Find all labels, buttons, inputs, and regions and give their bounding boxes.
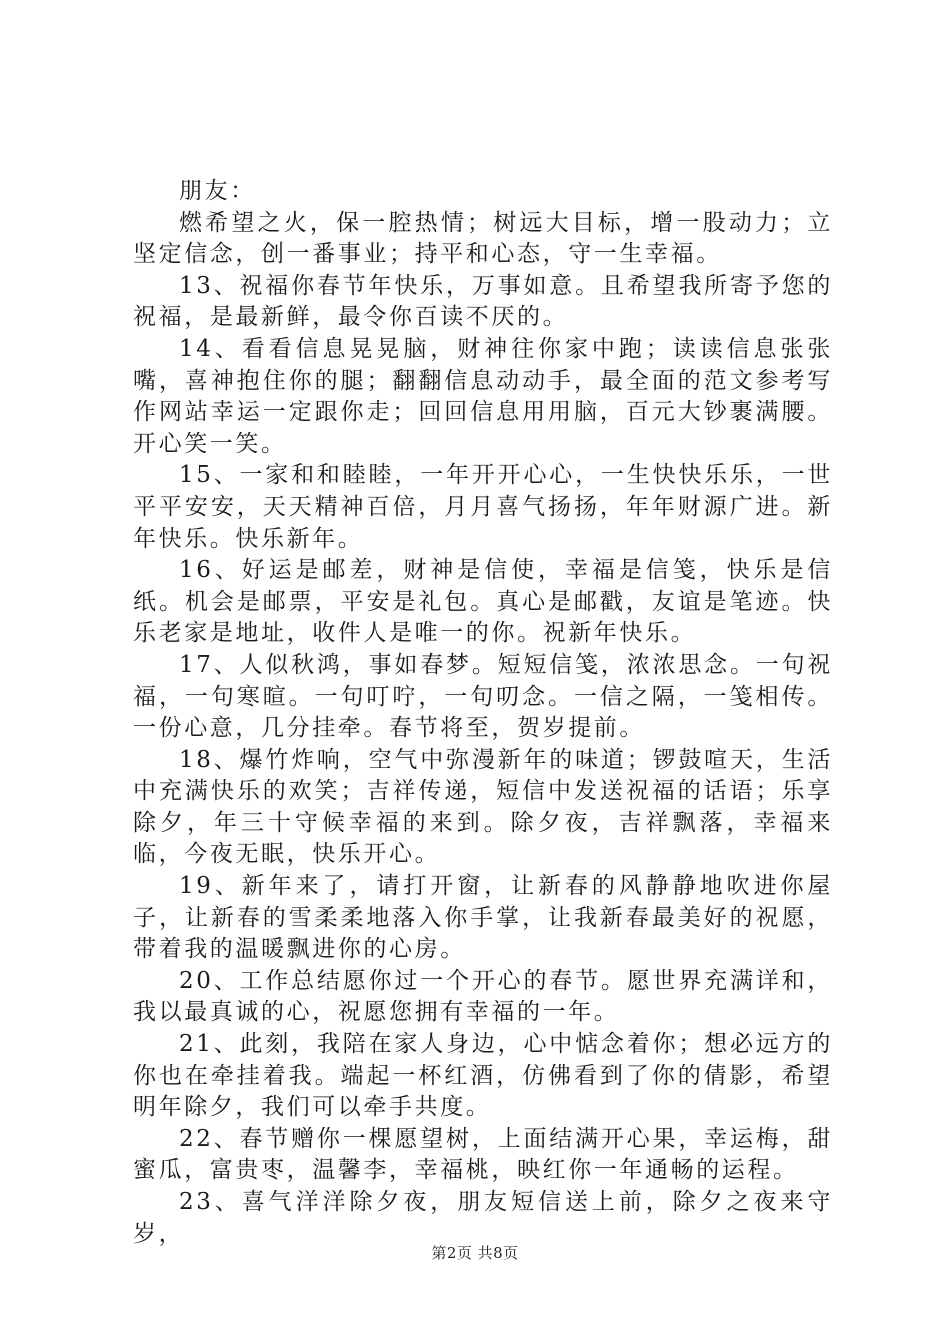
page-number-footer: 第2页 共8页 <box>431 1244 519 1262</box>
paragraph-20: 20、工作总结愿你过一个开心的春节。愿世界充满详和，我以最真诚的心，祝愿您拥有幸福的一年。 <box>133 967 833 1026</box>
paragraph-15: 15、一家和和睦睦，一年开开心心，一生快快乐乐，一世平平安安，天天精神百倍，月月喜气扬扬，年年财源广进。新年快乐。快乐新年。 <box>133 462 833 552</box>
paragraph-14: 14、看看信息晃晃脑，财神往你家中跑；读读信息张张嘴，喜神抱住你的腿；翻翻信息动动手，最全面的范文参考写作网站幸运一定跟你走；回回信息用用脑，百元大钞裹满腰。开心笑一笑。 <box>133 335 833 457</box>
paragraph-13: 13、祝福你春节年快乐，万事如意。且希望我所寄予您的祝福，是最新鲜，最令你百读不厌的。 <box>133 272 833 331</box>
paragraph-blessing-intro: 燃希望之火，保一腔热情；树远大目标，增一股动力；立坚定信念，创一番事业；持平和心态，守一生幸福。 <box>133 209 833 268</box>
paragraph-22: 22、春节赠你一棵愿望树，上面结满开心果，幸运梅，甜蜜瓜，富贵枣，温馨李，幸福桃，映红你一年通畅的运程。 <box>133 1125 833 1184</box>
paragraph-16: 16、好运是邮差，财神是信使，幸福是信笺，快乐是信纸。机会是邮票，平安是礼包。真心是邮戳，友谊是笔迹。快乐老家是地址，收件人是唯一的你。祝新年快乐。 <box>133 557 833 647</box>
paragraph-salutation: 朋友： <box>179 178 256 204</box>
paragraph-17: 17、人似秋鸿，事如春梦。短短信笺，浓浓思念。一句祝福，一句寒暄。一句叮咛，一句叨念。一信之隔，一笺相传。一份心意，几分挂牵。春节将至，贺岁提前。 <box>133 651 833 742</box>
paragraph-18: 18、爆竹炸响，空气中弥漫新年的味道；锣鼓喧天，生活中充满快乐的欢笑；吉祥传递，短信中发送祝福的话语；乐享除夕，年三十守候幸福的来到。除夕夜，吉祥飘落，幸福来临，今夜无眠，快乐开心。 <box>133 746 833 868</box>
paragraph-19: 19、新年来了，请打开窗，让新春的风静静地吹进你屋子，让新春的雪柔柔地落入你手掌，让我新春最美好的祝愿，带着我的温暖飘进你的心房。 <box>133 873 833 963</box>
paragraph-23: 23、喜气洋洋除夕夜，朋友短信送上前，除夕之夜来守岁， <box>133 1189 833 1247</box>
document-body <box>133 176 833 1250</box>
paragraph-21: 21、此刻，我陪在家人身边，心中惦念着你；想必远方的你也在牵挂着我。端起一杯红酒，仿佛看到了你的倩影，希望明年除夕，我们可以牵手共度。 <box>133 1031 833 1121</box>
